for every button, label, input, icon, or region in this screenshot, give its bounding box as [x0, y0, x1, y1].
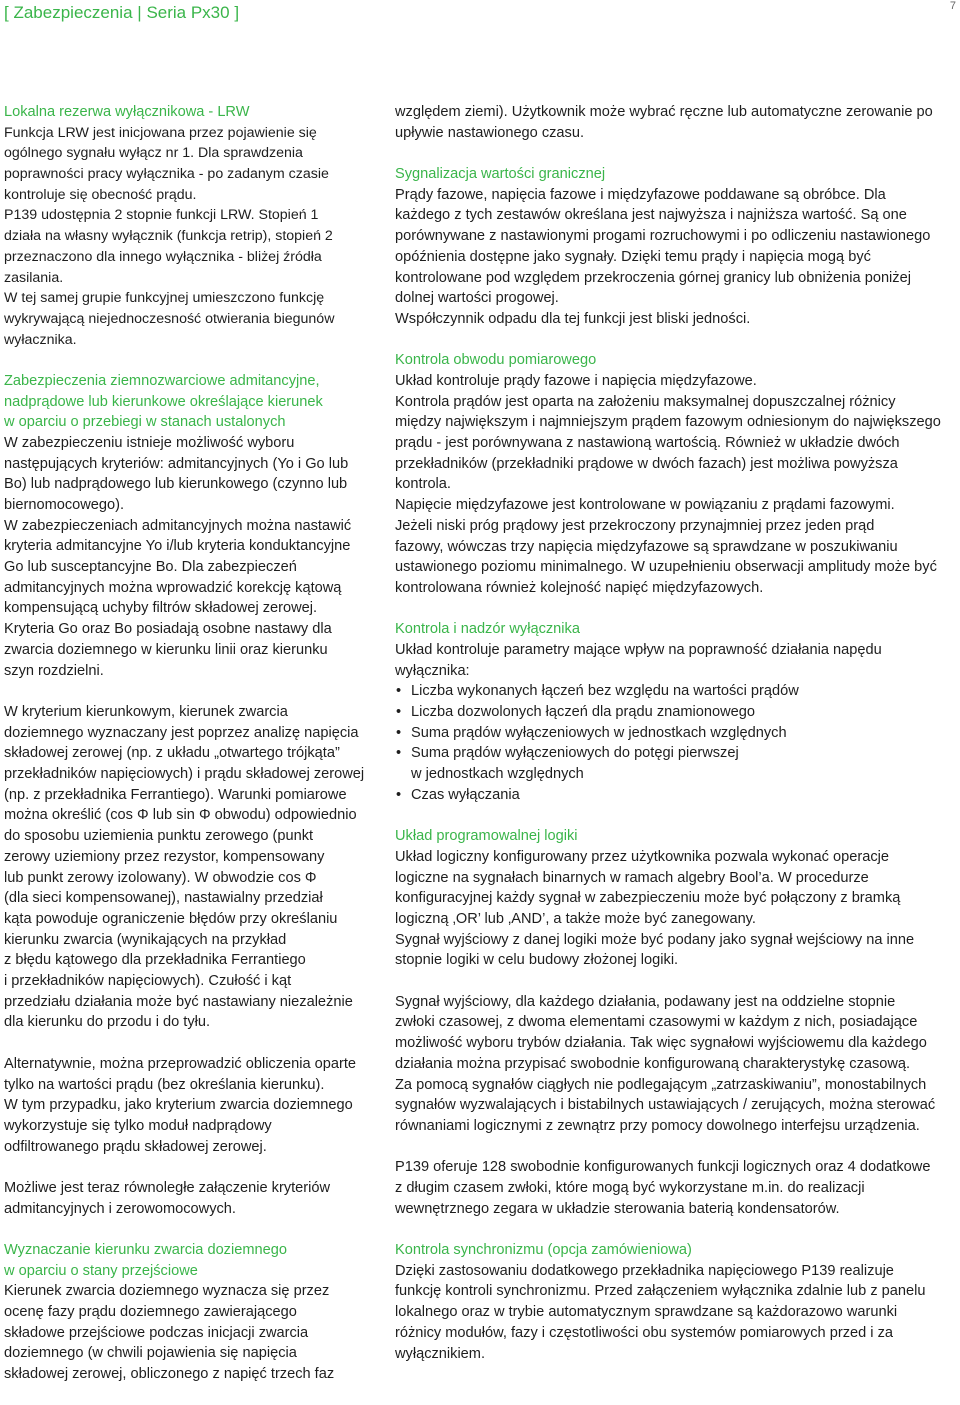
breaker-supervision-list	[395, 681, 957, 805]
continued-paragraph: względem ziemi). Użytkownik może wybrać ręczne lub automatyczne zerowanie po upływie nastawionego czasu.	[395, 104, 933, 141]
list-item: • Liczba dozwolonych łączeń dla prądu znamionowego	[395, 702, 957, 723]
programmable-logic-heading: Układ programowalnej logiki	[395, 828, 578, 845]
programmable-logic-paragraph-1: Układ logiczny konfigurowany przez użytkownika pozwala wykonać operacje logiczne na sygnałach binarnych w ramach algebry Bool’a. W procedurze konfiguracyjnej każdy sygnał w zabezpieczeniu może być połączony z bramką logiczną ‚OR’ lub ‚AND’, a także może być zanegowany. Sygnał wyjściowy z danej logiki może być podany jako sygnał wejściowy na inne stopnie logiki w celu budowy złożonej logiki.	[395, 848, 915, 969]
page-number: 7	[949, 0, 956, 12]
programmable-logic-paragraph-3: P139 oferuje 128 swobodnie konfigurowanych funkcji logicznych oraz 4 dodatkowe z długim czasem zwłoki, które mogą być wykorzystane m.in. do realizacji wewnętrznego zegara w układzie sterowania baterią kondensatorów.	[395, 1159, 931, 1217]
list-item: • Suma prądów wyłączeniowych w jednostkach względnych	[395, 723, 957, 744]
admittance-paragraph-1: W zabezpieczeniu istnieje możliwość wyboru następujących kryteriów: admitancyjnych (Yo i Go lub Bo) lub nadprądowego lub kierunkowego (czynno lub biernomocowego). W zabezpieczeniach admitancyjnych można nastawić kryteria admitancyjne Yo i/lub kryteria konduktancyjne Go lub susceptancyjne Bo. Dla zabezpieczeń admitancyjnych można wprowadzić korekcję kątową kompensującą uchyby filtrów składowej zerowej. Kryteria Go oraz Bo posiadają osobne nastawy dla zwarcia doziemnego w kierunku linii oraz kierunku szyn rozdzielni.	[4, 434, 352, 679]
lrw-paragraph: Funkcja LRW jest inicjowana przez pojawienie się ogólnego sygnału wyłącz nr 1. Dla sprawdzenia poprawności pracy wyłącznika - po zadanym czasie kontroluje się obecność prądu. P139 udostępnia 2 stopnie funkcji LRW. Stopień 1 działa na własny wyłącznik (funkcja retrip), stopień 2 przeznaczono dla innego wyłącznika - bliżej źródła zasilania. W tej samej grupie funkcyjnej umieszczono funkcję wykrywającą niejednoczesność otwierania biegunów wyłacznika.	[4, 124, 335, 348]
list-item: • Suma prądów wyłączeniowych do potęgi pierwszej w jednostkach względnych	[395, 743, 957, 784]
synchro-check-paragraph: Dzięki zastosowaniu dodatkowego przekładnika napięciowego P139 realizuje funkcję kontroli synchronizmu. Przed załączeniem wyłącznika zdalnie lub z panelu lokalnego oraz w trybie automatycznym sprawdzane są każdorazowo warunki różnicy modułów, fazy i częstotliwości obu systemów pomiarowych przed i za wyłącznikiem.	[395, 1262, 926, 1362]
transient-direction-paragraph: Kierunek zwarcia doziemnego wyznacza się przez ocenę fazy prądu doziemnego zawierającego składowe przejściowe podczas inicjacji zwarcia doziemnego (w chwili pojawienia się napięcia składowej zerowej, obliczonego z napięć trzech faz	[4, 1283, 335, 1383]
header-series: Seria Px30	[146, 3, 230, 22]
breaker-supervision-paragraph: Układ kontroluje parametry mające wpływ na poprawność działania napędu wyłącznika:	[395, 641, 882, 679]
right-column	[395, 102, 957, 1364]
measurement-circuit-paragraph: Układ kontroluje prądy fazowe i napięcia międzyfazowe. Kontrola prądów jest oparta na założeniu maksymalnej dopuszczalnej różnicy między największym i najmniejszym prądem fazowym odniesionym do największego prądu - jest porównywana z nastawioną wartością. Również w układzie dwóch przekładników (przekładniki prądowe w dwóch fazach) jest możliwa powyższa kontrola. Napięcie międzyfazowe jest kontrolowane w powiązaniu z prądami fazowymi. Jeżeli niski próg prądowy jest przekroczony przynajmniej przez jeden prąd fazowy, wówczas trzy napięcia międzyfazowe są sprawdzane w poszukiwaniu ustawionego poziomu minimalnego. W uzupełnieniu obserwacji amplitudy może być kontrolowana również kolejność napięć międzyfazowych.	[395, 372, 941, 596]
header-open-bracket: [	[4, 3, 9, 22]
list-item: • Liczba wykonanych łączeń bez względu na wartości prądów	[395, 681, 957, 702]
header-separator: |	[137, 3, 142, 22]
breaker-supervision-heading: Kontrola i nadzór wyłącznika	[395, 621, 580, 638]
admittance-paragraph-3: Alternatywnie, można przeprowadzić obliczenia oparte tylko na wartości prądu (bez określania kierunku). W tym przypadku, jako kryterium zwarcia doziemnego wykorzystuje się tylko moduł nadprądowy odfiltrowanego prądu składowej zerowej.	[4, 1055, 357, 1155]
programmable-logic-paragraph-2: Sygnał wyjściowy, dla każdego działania, podawany jest na oddzielne stopnie zwłoki czasowej, z dwoma elementami czasowymi w każdym z nich, posiadające możliwość wyboru trybów działania. Tak więc sygnałowi wyjściowemu dla każdego działania można przypisać swobodnie konfigurowaną charakterystykę czasową. Za pomocą sygnałów ciągłych nie podlegającym „zatrzaskiwaniu”, monostabilnych sygnałów wyzwalających i bistabilnych ustawiających / zerujących, można sterować równaniami logicznymi z zewnątrz przy pomocy dowolnego interfejsu urządzenia.	[395, 993, 936, 1134]
list-item: • Czas wyłączania	[395, 785, 957, 806]
synchro-check-heading: Kontrola synchronizmu (opcja zamówieniowa)	[395, 1242, 692, 1259]
header-close-bracket: ]	[234, 3, 240, 22]
left-column	[4, 102, 372, 1385]
limit-signal-paragraph: Prądy fazowe, napięcia fazowe i międzyfazowe poddawane są obróbce. Dla każdego z tych zestawów określana jest najwyższa i najniższa wartość. Są one porównywane z nastawionymi progami rozruchowymi i po odliczeniu nastawionego opóźnienia dostępne jako sygnały. Dzięki temu prądy i napięcia mogą być kontrolowane pod względem przekroczenia górnej granicy lub obniżenia poniżej dolnej wartości progowej. Współczynnik odpadu dla tej funkcji jest bliski jedności.	[395, 186, 931, 327]
admittance-paragraph-4: Możliwe jest teraz równoległe załączenie kryteriów admitancyjnych i zerowomocowych.	[4, 1180, 331, 1217]
running-header	[4, 2, 239, 24]
measurement-circuit-heading: Kontrola obwodu pomiarowego	[395, 352, 597, 369]
admittance-paragraph-2: W kryterium kierunkowym, kierunek zwarcia doziemnego wyznaczany jest poprzez analizę napięcia składowej zerowej (np. z układu „otwartego trójkąta” przekładników napięciowych) i prądu składowej zerowej (np. z przekładnika Ferrantiego). Warunki pomiarowe można określić (cos Φ lub sin Φ obwodu) odpowiednio do sposobu uziemienia punktu zerowego (punkt zerowy uziemiony przez rezystor, kompensowany lub punkt zerowy izolowany). W obwodzie cos Φ (dla sieci kompensowanej), nastawialny przedział kąta powoduje ograniczenie błędów przy określaniu kierunku zwarcia (wynikających na przykład z błędu kątowego dla przekładnika Ferrantiego i przekładników napięciowych). Czułość i kąt przedziału działania może być nastawiany niezależnie dla kierunku do przodu i do tyłu.	[4, 703, 365, 1031]
lrw-heading: Lokalna rezerwa wyłącznikowa - LRW	[4, 104, 250, 120]
transient-direction-heading: Wyznaczanie kierunku zwarcia doziemnego w oparciu o stany przejściowe	[4, 1242, 287, 1279]
header-section: Zabezpieczenia	[13, 3, 133, 22]
admittance-heading: Zabezpieczenia ziemnozwarciowe admitancyjne, nadprądowe lub kierunkowe określające kierunek w oparciu o przebiegi w stanach ustalonych	[4, 373, 323, 431]
limit-signal-heading: Sygnalizacja wartości granicznej	[395, 166, 606, 183]
